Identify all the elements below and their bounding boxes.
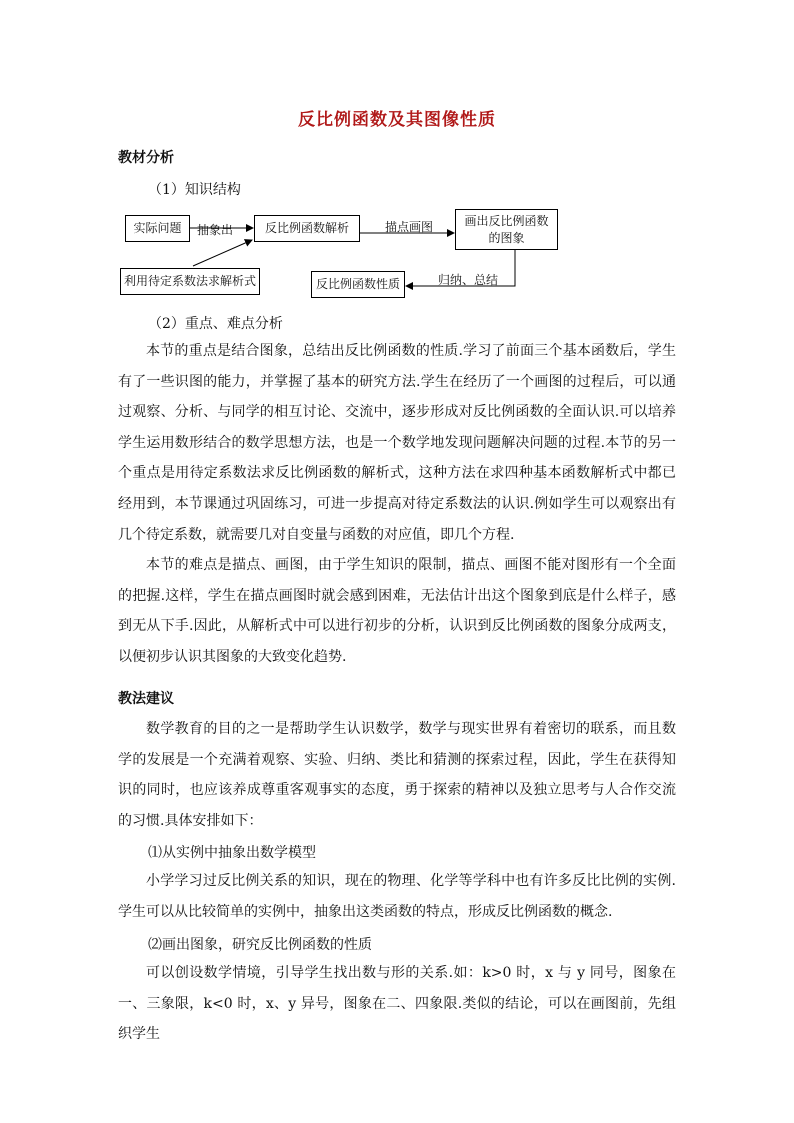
section-heading-analysis: 教材分析 <box>118 150 174 166</box>
page-title: 反比例函数及其图像性质 <box>298 110 496 130</box>
subheading-key-points: （2）重点、难点分析 <box>148 316 283 332</box>
paragraph-difficulties: 本节的难点是描点、画图，由于学生知识的限制，描点、画图不能对图形有一个全面的把握.这样，学生在描点画图时就会感到困难，无法估计出这个图象到底是什么样子，感到无从下手.因此，从解析式中可以进行初步的分析，认识到反比例函数的图象分成两支，以便初步认识其图象的大致变化趋势. <box>118 557 676 665</box>
box-draw-graph: 画出反比例函数的图象 <box>455 209 558 250</box>
paragraph-key-points: 本节的重点是结合图象，总结出反比例函数的性质.学习了前面三个基本函数后，学生有了一些识图的能力，并掌握了基本的研究方法.学生在经历了一个画图的过程后，可以通过观察、分析、与同学的相互讨论、交流中，逐步形成对反比例函数的全面认识.可以培养学生运用数形结合的数学思想方法，也是一个数学地发现问题解决问题的过程.本节的另一个重点是用待定系数法求反比例函数的解析式，这种方法在求四种基本函数解析式中都已经用到，本节课通过巩固练习，可进一步提高对待定系数法的认识.例如学生可以观察出有几个待定系数，就需要几对自变量与函数的对应值，即几个方程. <box>118 343 676 543</box>
label-summary: 归纳、总结 <box>438 273 499 287</box>
subheading-knowledge-structure: （1）知识结构 <box>148 182 241 198</box>
arrow-method-to-analytic <box>193 240 252 266</box>
box-undetermined-coefficients: 利用待定系数法求解析式 <box>120 268 260 295</box>
box-inverse-function-analytic: 反比例函数解析 <box>254 215 360 242</box>
label-abstract: 抽象出 <box>197 223 234 237</box>
paragraph-graph-properties: 可以创设数学情境，引导学生找出数与形的关系.如：k>0 时，x 与 y 同号，图象在一、三象限，k<0 时，x、y 异号，图象在二、四象限.类似的结论，可以在画图前，先组织学生 <box>118 965 676 1043</box>
label-plot: 描点画图 <box>385 220 434 234</box>
paragraph-model: 小学学习过反比例关系的知识，现在的物理、化学等学科中也有许多反比比例的实例.学生可以从比较简单的实例中，抽象出这类函数的特点，形成反比例函数的概念. <box>118 873 676 920</box>
section-heading-teaching: 教法建议 <box>118 691 174 707</box>
paragraph-teaching-goal: 数学教育的目的之一是帮助学生认识数学，数学与现实世界有着密切的联系，而且数学的发展是一个充满着观察、实验、归纳、类比和猜测的探索过程，因此，学生在获得知识的同时，也应该养成尊重客观事实的态度，勇于探索的精神以及独立思考与人合作交流的习惯.具体安排如下： <box>118 721 676 829</box>
box-function-property: 反比例函数性质 <box>311 271 405 298</box>
subheading-graph-properties: ⑵画出图象，研究反比例函数的性质 <box>148 937 372 953</box>
box-real-problem: 实际问题 <box>125 215 190 242</box>
subheading-model: ⑴从实例中抽象出数学模型 <box>148 845 316 861</box>
